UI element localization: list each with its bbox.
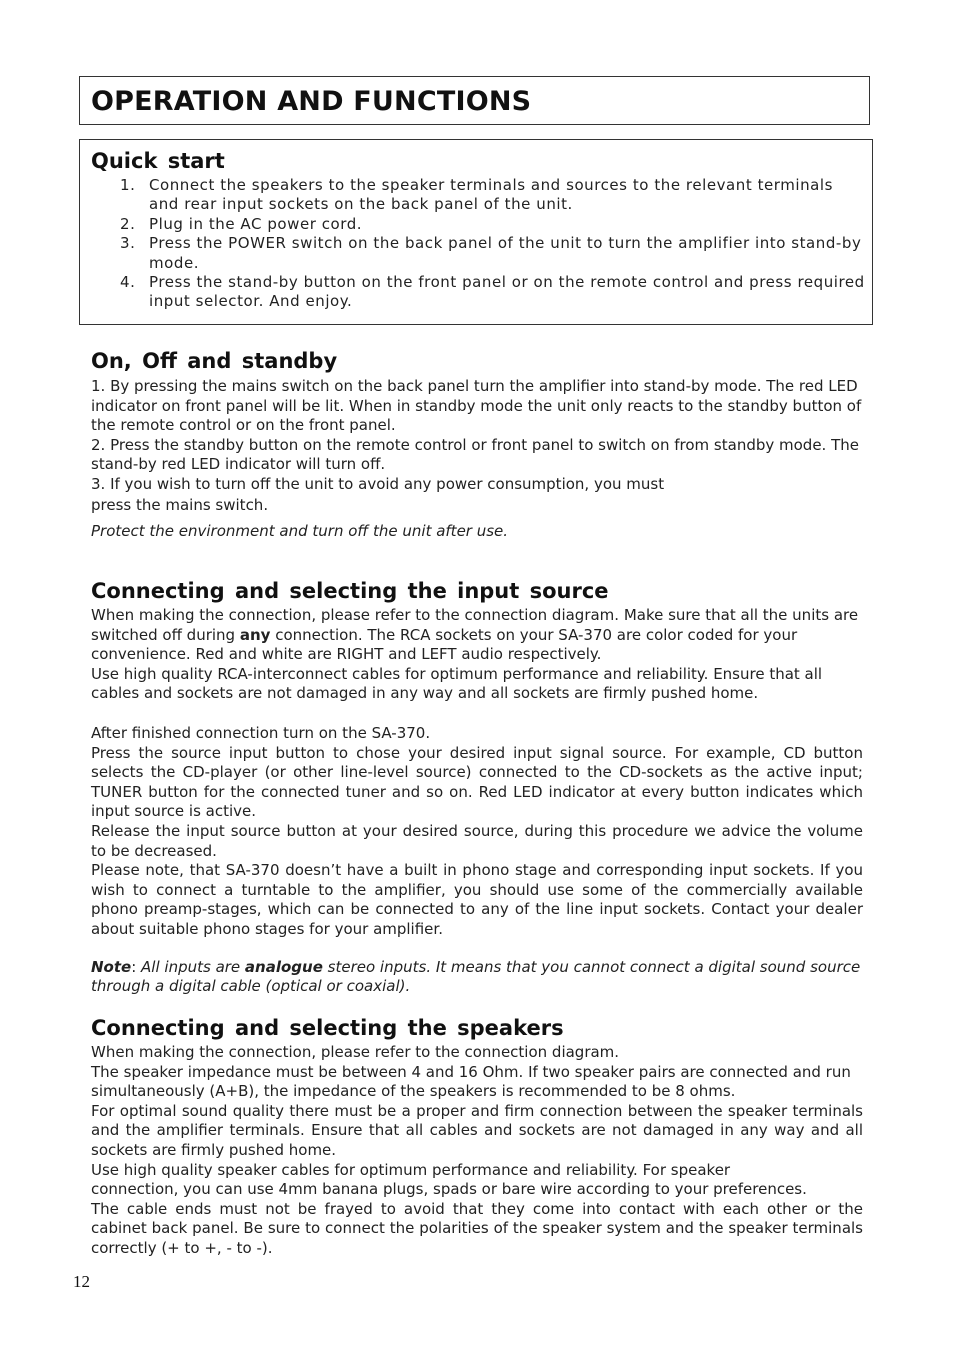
paragraph: After finished connection turn on the SA-370. [91,723,431,742]
paragraph [91,606,863,665]
speakers-heading: Connecting and selecting the speakers [91,1016,564,1040]
input-source-section [91,606,863,997]
environment-note: Protect the environment and turn off the unit after use. [91,522,509,541]
paragraph: 2. Press the standby button on the remote control or front panel to switch on from standby mode. The stand-by red LED indicator will turn off. [91,435,859,474]
paragraph: Use high quality RCA-interconnect cables for optimum performance and reliability. Ensure that all cables and sockets are not damaged in any way and all sockets are firmly pushed home. [91,664,823,703]
quick-start-heading: Quick start [91,149,225,173]
item-text: Plug in the AC power cord. [149,214,363,233]
speakers-section [91,1043,863,1259]
item-number: 4. [120,273,136,292]
text: : [131,957,142,976]
text: All inputs are [141,957,245,976]
paragraph: When making the connection, please refer to the connection diagram. [91,1043,620,1061]
item-text: Press the POWER switch on the back panel of the unit to turn the amplifier into stand-by mode. [149,234,862,272]
text: When making the connection, please refer to the connection diagram. Make sure that all the units are switched off during [91,606,859,644]
text: connection. The RCA sockets on your SA-370 are color coded for your convenience. Red and white are RIGHT and LEFT audio respectively. [91,625,798,664]
paragraph: For optimal sound quality there must be a proper and firm connection between the speaker terminals and the amplifier terminals. Ensure that all cables and sockets are not damaged in any way and all sockets are firmly pushed home. [91,1101,863,1159]
item-text: Press the stand-by button on the front panel or on the remote control and press required input selector. And enjoy. [149,273,865,311]
title-box [79,76,870,125]
note-paragraph [91,958,863,997]
paragraph: 1. By pressing the mains switch on the back panel turn the amplifier into stand-by mode. The red LED indicator on front panel will be lit. When in standby mode the unit only reacts to the standby button of the remote control or on the front panel. [91,377,862,435]
paragraph: 3. If you wish to turn off the unit to avoid any power consumption, you must [91,474,665,493]
page-number: 12 [73,1272,90,1291]
paragraph: Please note, that SA-370 doesn’t have a built in phono stage and corresponding input sockets. If you wish to connect a turntable to the amplifier, you should use some of the commercially available phono preamp-stages, which can be connected to any of the line input sockets. Contact your dealer about suitable phono stages for your amplifier. [91,861,863,938]
quick-start-box [79,139,873,325]
note-label: Note [91,957,132,976]
standby-section [91,377,863,542]
bold-text: analogue [244,957,323,976]
list-item [120,176,865,215]
paragraph: Press the source input button to chose your desired input signal source. For example, CD button selects the CD-player (or other line-level source) connected to the CD-sockets as the active input; TUNER button for the connected tuner and so on. Red LED indicator at every button indicates which input source is active. [91,743,863,821]
paragraph: press the mains switch. [91,495,269,514]
paragraph: The cable ends must not be frayed to avoid that they come into contact with each other or the cabinet back panel. Be sure to connect the polarities of the speaker system and the speaker terminals correctly (+ to +, - to -). [91,1199,863,1257]
quick-start-list [120,176,865,312]
item-number: 1. [120,176,136,194]
paragraph: connection, you can use 4mm banana plugs, spads or bare wire according to your preferences. [91,1180,807,1199]
standby-heading: On, Off and standby [91,349,338,373]
item-text: Connect the speakers to the speaker terminals and sources to the relevant terminals and rear input sockets on the back panel of the unit. [149,176,833,214]
input-source-heading: Connecting and selecting the input source [91,579,609,603]
paragraph: Use high quality speaker cables for optimum performance and reliability. For speaker [91,1160,731,1179]
page-title: OPERATION AND FUNCTIONS [91,86,532,117]
list-item [120,234,865,273]
item-number: 3. [120,234,136,253]
list-item [120,215,865,234]
text: stereo inputs. It means that you cannot connect a digital sound source through a digital cable (optical or coaxial). [91,957,861,996]
paragraph: Release the input source button at your desired source, during this procedure we advice the volume to be decreased. [91,821,863,860]
item-number: 2. [120,214,136,233]
bold-text: any [239,625,271,644]
list-item [120,273,865,312]
paragraph: The speaker impedance must be between 4 and 16 Ohm. If two speaker pairs are connected and run simultaneously (A+B), the impedance of the speakers is recommended to be 8 ohms. [91,1062,851,1101]
